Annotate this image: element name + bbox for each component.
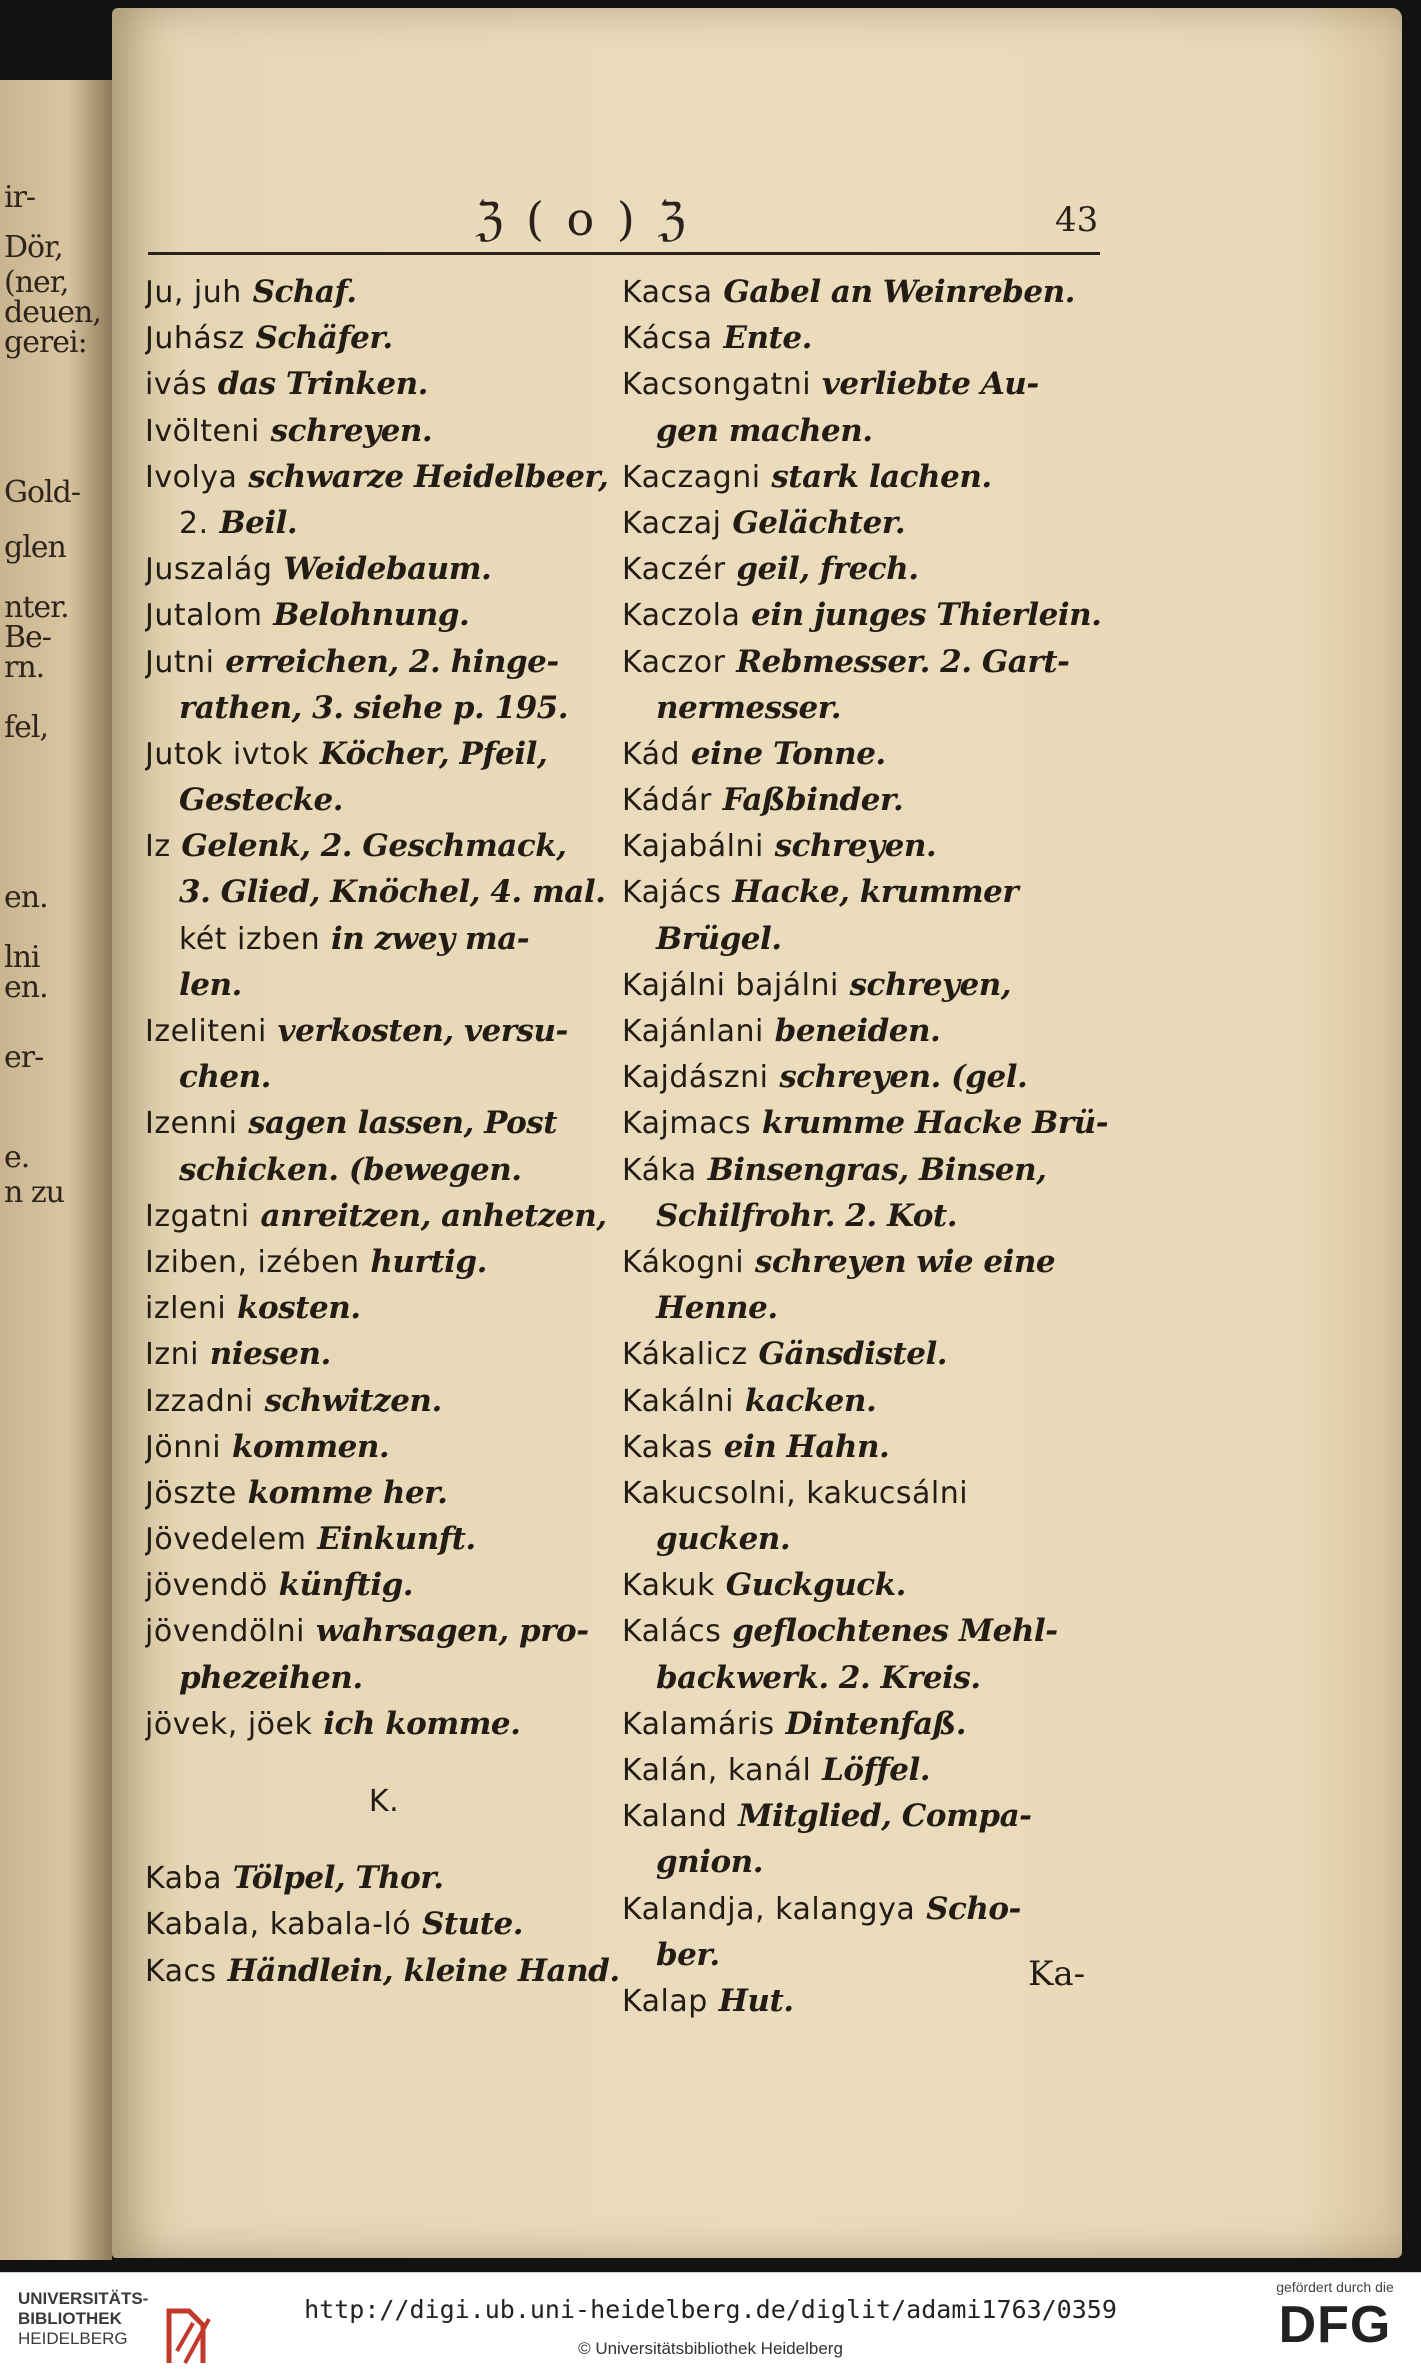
- german-translation: schwarze Heidelbeer,: [248, 458, 609, 495]
- dictionary-entry-line: [145, 1777, 623, 1823]
- german-translation: Beil.: [219, 504, 298, 541]
- dictionary-entry-line: [145, 1561, 623, 1607]
- previous-page-text-fragment: e.: [4, 1140, 30, 1175]
- hungarian-headword: Kaczagni: [622, 459, 761, 495]
- sponsor-caption: gefördert durch die: [1276, 2279, 1394, 2295]
- dictionary-entry-line: [145, 1515, 623, 1561]
- german-translation: Schilfrohr. 2. Kot.: [656, 1197, 958, 1234]
- german-translation: nermesser.: [656, 689, 842, 726]
- dictionary-entry-line: [622, 545, 1122, 591]
- dictionary-entry-line: [145, 1654, 623, 1700]
- library-name-line3: HEIDELBERG: [18, 2329, 128, 2348]
- dfg-mark: DFG: [1278, 2296, 1392, 2354]
- dictionary-entry-line: [622, 915, 1122, 961]
- header-ornament: ℨ ( o ) ℨ: [475, 192, 690, 246]
- dictionary-entry-line: [622, 684, 1122, 730]
- german-translation: Gänsdistel.: [758, 1336, 948, 1373]
- previous-page-text-fragment: fel,: [4, 710, 48, 745]
- dictionary-entry-line: [145, 453, 623, 499]
- dictionary-entry-line: [622, 314, 1122, 360]
- dictionary-entry-line: [145, 314, 623, 360]
- dictionary-entry-line: [145, 1423, 623, 1469]
- german-translation: sagen lassen, Post: [248, 1105, 558, 1142]
- hungarian-headword: Jutalom: [145, 598, 263, 634]
- german-translation: schreyen,: [849, 966, 1012, 1003]
- german-translation: Gabel an Weinreben.: [723, 274, 1075, 310]
- dictionary-entry-line: [622, 1792, 1122, 1838]
- dictionary-entry-line: [145, 961, 623, 1007]
- dictionary-entry-line: [145, 1330, 623, 1376]
- dictionary-entry-line: [622, 453, 1122, 499]
- hungarian-headword: Kalandja, kalangya: [622, 1891, 916, 1927]
- dictionary-entry-line: [145, 1238, 623, 1284]
- dictionary-entry-line: [145, 915, 623, 961]
- section-letter: K.: [368, 1784, 400, 1819]
- previous-page-edge: [0, 80, 112, 2260]
- german-translation: geflochtenes Mehl-: [732, 1613, 1058, 1650]
- dictionary-entry-line: [145, 1746, 623, 1777]
- dictionary-entry-line: [622, 1007, 1122, 1053]
- dictionary-entry-line: [145, 822, 623, 868]
- hungarian-headword: Izgatni: [145, 1198, 250, 1234]
- german-translation: schreyen.: [270, 412, 433, 449]
- permalink-url[interactable]: http://digi.ub.uni-heidelberg.de/diglit/adami1763/0359: [304, 2295, 1117, 2324]
- german-translation: Einkunft.: [317, 1521, 476, 1558]
- german-translation: Schäfer.: [255, 320, 393, 357]
- dictionary-entry-line: [622, 1746, 1122, 1792]
- hungarian-headword: Kakuk: [622, 1568, 715, 1604]
- german-translation: Brügel.: [656, 920, 782, 957]
- dictionary-entry-line: [622, 638, 1122, 684]
- german-translation: Rebmesser. 2. Gart-: [736, 643, 1070, 680]
- german-translation: Gestecke.: [179, 782, 344, 819]
- page-number: 43: [1055, 200, 1099, 240]
- hungarian-headword: Juhász: [145, 321, 245, 357]
- german-translation: ich komme.: [323, 1705, 521, 1742]
- dictionary-entry-line: [145, 638, 623, 684]
- dictionary-entry-line: [622, 1238, 1122, 1284]
- previous-page-text-fragment: glen: [4, 530, 66, 565]
- copyright-notice: © Universitätsbibliothek Heidelberg: [578, 2339, 843, 2358]
- hungarian-headword: Kajálni bajálni: [622, 967, 839, 1003]
- dictionary-entry-line: [145, 1284, 623, 1330]
- dictionary-entry-line: [622, 1515, 1122, 1561]
- german-translation: schreyen. (gel.: [779, 1059, 1028, 1096]
- hungarian-headword: Kacs: [145, 1953, 217, 1989]
- dictionary-entry-line: [622, 591, 1122, 637]
- dictionary-entry-line: [145, 1854, 623, 1900]
- dfg-logo: [1255, 2279, 1415, 2375]
- dictionary-entry-line: [622, 360, 1122, 406]
- hungarian-headword: Jutok ivtok: [145, 736, 309, 772]
- german-translation: eine Tonne.: [690, 735, 886, 772]
- library-name-line1: UNIVERSITÄTS-: [18, 2289, 149, 2308]
- hungarian-headword: Kacsa: [622, 275, 713, 310]
- hungarian-headword: Kalács: [622, 1614, 722, 1650]
- hungarian-headword: Juszalág: [145, 552, 273, 588]
- dictionary-entry-line: [145, 1700, 623, 1746]
- german-translation: Stute.: [421, 1906, 524, 1943]
- previous-page-text-fragment: Dör,: [4, 230, 63, 265]
- german-translation: verkosten, versu-: [277, 1013, 568, 1049]
- previous-page-text-fragment: (ner,: [4, 265, 69, 300]
- dictionary-entry-line: [145, 1607, 623, 1653]
- hungarian-headword: Kajdászni: [622, 1060, 769, 1096]
- hungarian-headword: Kalán, kanál: [622, 1753, 812, 1788]
- hungarian-headword: ivás: [145, 367, 208, 403]
- hungarian-headword: Kaczola: [622, 598, 741, 634]
- hungarian-headword: Izzadni: [145, 1383, 254, 1419]
- hungarian-headword: Kajánlani: [622, 1014, 764, 1049]
- hungarian-headword: Káka: [622, 1152, 697, 1188]
- header-rule: [148, 252, 1100, 255]
- dictionary-entry-line: [622, 1099, 1122, 1145]
- dictionary-entry-line: [145, 1469, 623, 1515]
- dictionary-entry-line: [622, 1146, 1122, 1192]
- german-translation: komme her.: [247, 1474, 448, 1511]
- german-translation: backwerk. 2. Kreis.: [656, 1659, 981, 1696]
- german-translation: len.: [179, 966, 242, 1003]
- hungarian-headword: Jutni: [145, 644, 215, 680]
- german-translation: das Trinken.: [217, 366, 428, 403]
- dictionary-entry-line: [622, 1377, 1122, 1423]
- german-translation: anreitzen, anhetzen,: [260, 1197, 607, 1234]
- hungarian-headword: Kalamáris: [622, 1706, 775, 1742]
- dictionary-entry-line: [145, 1377, 623, 1423]
- german-translation: stark lachen.: [771, 458, 992, 495]
- dictionary-entry-line: [622, 822, 1122, 868]
- left-column: [145, 268, 623, 1993]
- german-translation: geil, frech.: [736, 551, 919, 588]
- german-translation: Guckguck.: [725, 1567, 906, 1604]
- hungarian-headword: Kakucsolni, kakucsálni: [622, 1475, 969, 1511]
- german-translation: verliebte Au-: [821, 366, 1039, 403]
- german-translation: phezeihen.: [179, 1659, 363, 1696]
- german-translation: Gelenk, 2. Geschmack,: [181, 828, 567, 865]
- dictionary-entry-line: [622, 776, 1122, 822]
- german-translation: gnion.: [656, 1844, 763, 1881]
- hungarian-headword: Kákalicz: [622, 1337, 748, 1373]
- german-translation: kacken.: [744, 1382, 877, 1419]
- dictionary-entry-line: [622, 1838, 1122, 1884]
- german-translation: Belohnung.: [273, 597, 470, 634]
- running-head: [355, 192, 1235, 254]
- dictionary-entry-line: [145, 1007, 623, 1053]
- hungarian-headword: Kakálni: [622, 1383, 734, 1419]
- hungarian-headword: Kakas: [622, 1429, 713, 1465]
- dictionary-entry-line: [622, 961, 1122, 1007]
- hungarian-headword: Ju, juh: [145, 275, 242, 310]
- hungarian-headword: Kaland: [622, 1799, 728, 1835]
- german-translation: Henne.: [656, 1290, 778, 1327]
- dictionary-entry-line: [622, 1192, 1122, 1238]
- german-translation: Schaf.: [252, 274, 357, 310]
- dictionary-entry-line: [145, 591, 623, 637]
- dictionary-entry-line: [145, 1900, 623, 1946]
- hungarian-headword: Izenni: [145, 1106, 238, 1142]
- dictionary-entry-line: [622, 1607, 1122, 1653]
- previous-page-text-fragment: deuen,: [4, 295, 101, 330]
- hungarian-headword: Iz: [145, 829, 171, 865]
- dictionary-entry-line: [145, 1146, 623, 1192]
- hungarian-headword: 2.: [179, 505, 209, 541]
- hungarian-headword: Kajmacs: [622, 1106, 752, 1142]
- german-translation: Hut.: [718, 1982, 794, 2019]
- previous-page-text-fragment: Be-: [4, 620, 51, 655]
- dictionary-entry-line: [145, 1823, 623, 1854]
- hungarian-headword: Kácsa: [622, 321, 713, 357]
- german-translation: Hacke, krummer: [732, 874, 1019, 911]
- german-translation: Weidebaum.: [283, 551, 492, 588]
- dictionary-entry-line: [145, 684, 623, 730]
- german-translation: Mitglied, Compa-: [738, 1798, 1032, 1835]
- dictionary-entry-line: [622, 1561, 1122, 1607]
- dictionary-entry-line: [622, 868, 1122, 914]
- hungarian-headword: Jönni: [145, 1429, 222, 1465]
- german-translation: chen.: [179, 1059, 271, 1096]
- hungarian-headword: izleni: [145, 1291, 227, 1327]
- hungarian-headword: Izni: [145, 1337, 199, 1373]
- german-translation: Ente.: [723, 320, 812, 357]
- dictionary-entry-line: [145, 1947, 623, 1993]
- german-translation: kosten.: [237, 1290, 361, 1327]
- dictionary-entry-line: [622, 1700, 1122, 1746]
- dictionary-entry-line: [622, 730, 1122, 776]
- previous-page-text-fragment: rn.: [4, 650, 45, 685]
- library-name-line2: BIBLIOTHEK: [18, 2309, 122, 2328]
- german-translation: künftig.: [278, 1567, 414, 1604]
- dictionary-entry-line: [622, 268, 1122, 314]
- hungarian-headword: Kád: [622, 736, 681, 772]
- dictionary-entry-line: [145, 360, 623, 406]
- german-translation: ein Hahn.: [723, 1428, 890, 1465]
- german-translation: Köcher, Pfeil,: [319, 735, 548, 772]
- dictionary-entry-line: [145, 499, 623, 545]
- german-translation: Dintenfaß.: [785, 1705, 967, 1742]
- catchword: Ka-: [1028, 1954, 1086, 1994]
- dictionary-entry-line: [145, 1099, 623, 1145]
- dictionary-entry-line: [145, 1192, 623, 1238]
- german-translation: Löffel.: [822, 1752, 931, 1788]
- german-translation: schicken. (bewegen.: [179, 1151, 522, 1188]
- dictionary-entry-line: [622, 1053, 1122, 1099]
- previous-page-text-fragment: en.: [4, 880, 48, 915]
- hungarian-headword: Jöszte: [145, 1475, 237, 1511]
- dictionary-entry-line: [145, 407, 623, 453]
- hungarian-headword: Kaba: [145, 1861, 222, 1897]
- hungarian-headword: Kajabálni: [622, 829, 764, 865]
- dictionary-entry-line: [145, 730, 623, 776]
- hungarian-headword: Ivölteni: [145, 413, 260, 449]
- dictionary-entry-line: [145, 1053, 623, 1099]
- hungarian-headword: Kalap: [622, 1983, 708, 2019]
- hungarian-headword: Kákogni: [622, 1244, 745, 1280]
- hungarian-headword: Ivolya: [145, 459, 238, 495]
- german-translation: erreichen, 2. hinge-: [225, 643, 559, 680]
- hungarian-headword: Izeliteni: [145, 1014, 267, 1049]
- previous-page-text-fragment: n zu: [4, 1175, 64, 1210]
- german-translation: beneiden.: [774, 1013, 941, 1049]
- dictionary-entry-line: [145, 776, 623, 822]
- german-translation: gucken.: [656, 1521, 791, 1558]
- german-translation: Händlein, kleine Hand.: [227, 1952, 620, 1989]
- german-translation: Scho-: [926, 1890, 1021, 1927]
- german-translation: rathen, 3. siehe p. 195.: [179, 689, 569, 726]
- hungarian-headword: Kaczér: [622, 552, 726, 588]
- previous-page-text-fragment: nter.: [4, 590, 69, 625]
- previous-page-text-fragment: er-: [4, 1040, 44, 1075]
- hungarian-headword: két izben: [179, 921, 321, 957]
- dictionary-entry-line: [622, 1654, 1122, 1700]
- german-translation: ber.: [656, 1936, 720, 1973]
- german-translation: 3. Glied, Knöchel, 4. mal.: [179, 874, 606, 911]
- german-translation: Gelächter.: [732, 504, 906, 541]
- german-translation: schreyen wie eine: [754, 1243, 1056, 1280]
- previous-page-text-fragment: en.: [4, 970, 48, 1005]
- dictionary-entry-line: [622, 1423, 1122, 1469]
- previous-page-text-fragment: lni: [4, 940, 40, 975]
- german-translation: Tölpel, Thor.: [232, 1860, 444, 1897]
- hungarian-headword: jövendölni: [145, 1614, 305, 1650]
- dictionary-entry-line: [622, 1330, 1122, 1376]
- hungarian-headword: Kabala, kabala-ló: [145, 1907, 412, 1943]
- german-translation: hurtig.: [370, 1243, 487, 1280]
- hungarian-headword: Kaczor: [622, 644, 726, 680]
- german-translation: kommen.: [231, 1428, 390, 1465]
- hungarian-headword: jövendö: [145, 1568, 268, 1604]
- hungarian-headword: Iziben, izében: [145, 1244, 360, 1280]
- dictionary-entry-line: [622, 1284, 1122, 1330]
- hungarian-headword: Kaczaj: [622, 505, 722, 541]
- hungarian-headword: jövek, jöek: [145, 1706, 313, 1742]
- german-translation: Faßbinder.: [722, 782, 904, 819]
- previous-page-text-fragment: ir-: [4, 180, 36, 215]
- dictionary-entry-line: [145, 268, 623, 314]
- german-translation: ein junges Thierlein.: [751, 597, 1102, 634]
- german-translation: in zwey ma-: [330, 920, 530, 957]
- right-column: [622, 268, 1122, 2023]
- dictionary-entry-line: [622, 1885, 1122, 1931]
- german-translation: schreyen.: [774, 828, 937, 865]
- dictionary-entry-line: [622, 1469, 1122, 1515]
- hungarian-headword: Kajács: [622, 875, 722, 911]
- viewer-footer: [0, 2272, 1421, 2379]
- german-translation: krumme Hacke Brü-: [761, 1105, 1109, 1142]
- previous-page-text-fragment: gerei:: [4, 325, 87, 360]
- german-translation: wahrsagen, pro-: [315, 1613, 589, 1650]
- german-translation: niesen.: [209, 1336, 331, 1373]
- german-translation: Binsengras, Binsen,: [707, 1151, 1047, 1188]
- german-translation: gen machen.: [656, 412, 873, 449]
- hungarian-headword: Kádár: [622, 783, 712, 819]
- dictionary-entry-line: [622, 499, 1122, 545]
- dictionary-entry-line: [145, 868, 623, 914]
- hungarian-headword: Jövedelem: [145, 1522, 307, 1558]
- previous-page-text-fragment: Gold-: [4, 475, 80, 510]
- dictionary-entry-line: [622, 407, 1122, 453]
- dictionary-entry-line: [145, 545, 623, 591]
- hungarian-headword: Kacsongatni: [622, 367, 812, 403]
- german-translation: schwitzen.: [264, 1382, 442, 1419]
